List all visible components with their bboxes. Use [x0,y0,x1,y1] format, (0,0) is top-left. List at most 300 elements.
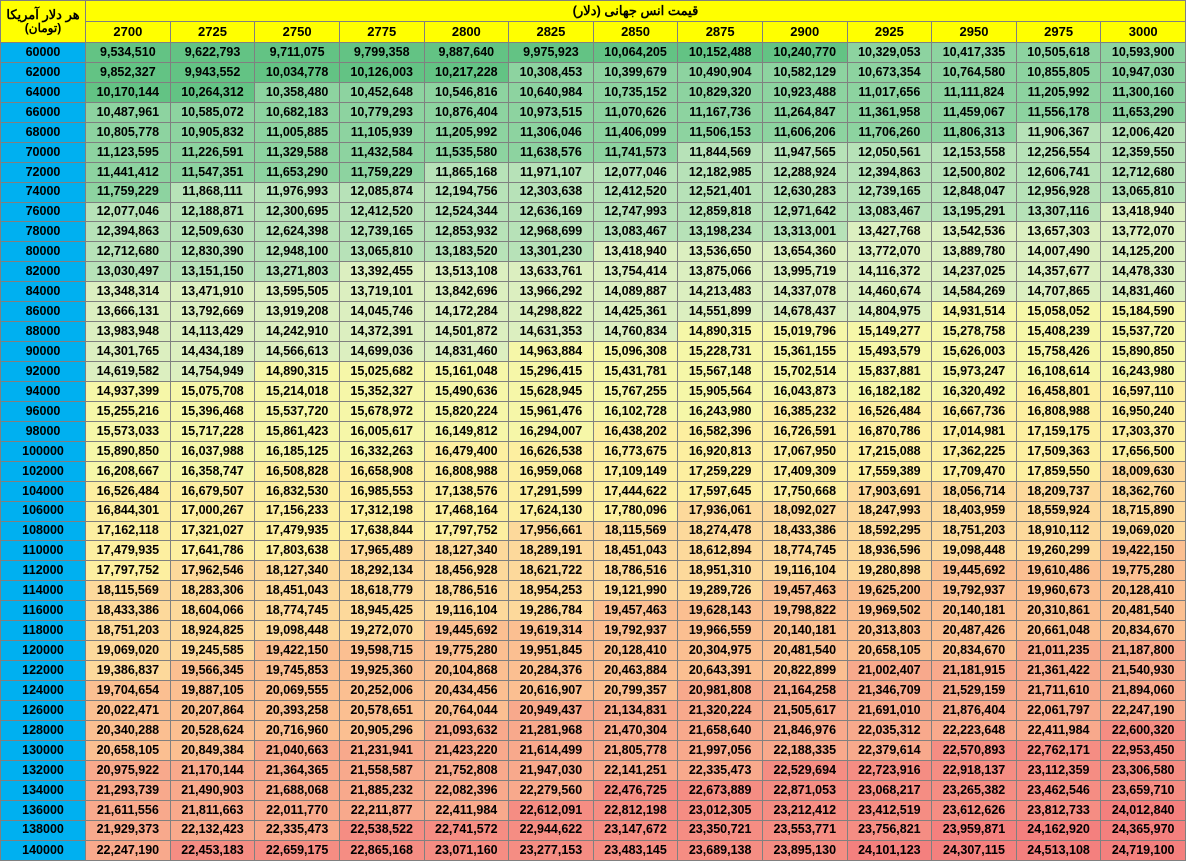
price-cell: 11,306,046 [509,122,594,142]
price-cell: 21,711,610 [1016,681,1101,701]
price-cell: 16,626,538 [509,441,594,461]
price-cell: 24,162,920 [1016,820,1101,840]
table-row [1,461,1186,481]
column-header: 2900 [762,22,847,43]
price-cell: 14,963,884 [509,342,594,362]
price-cell: 14,337,078 [762,282,847,302]
price-cell: 13,030,497 [86,262,171,282]
row-axis-title-line1: هر دلار آمریکا [6,7,80,23]
price-cell: 14,831,460 [424,342,509,362]
price-cell: 15,278,758 [932,322,1017,342]
price-cell: 17,956,661 [509,521,594,541]
price-cell: 20,487,426 [932,621,1017,641]
price-cell: 14,631,353 [509,322,594,342]
price-cell: 24,307,115 [932,840,1017,861]
row-header: 120000 [1,641,86,661]
price-cell: 23,068,217 [847,780,932,800]
price-cell: 21,231,941 [339,740,424,760]
price-cell: 11,971,107 [509,162,594,182]
price-cell: 13,065,810 [1101,182,1186,202]
price-cell: 21,876,404 [932,700,1017,720]
price-cell: 10,735,152 [593,82,678,102]
price-cell: 11,070,626 [593,102,678,122]
price-cell: 18,715,890 [1101,501,1186,521]
price-cell: 9,887,640 [424,43,509,63]
price-cell: 19,422,150 [255,641,340,661]
price-cell: 22,741,572 [424,820,509,840]
table-row [1,122,1186,142]
price-cell: 12,521,401 [678,182,763,202]
price-cell: 24,101,123 [847,840,932,861]
price-cell: 22,335,473 [255,820,340,840]
price-cell: 21,811,663 [170,800,255,820]
table-row [1,641,1186,661]
price-cell: 21,187,800 [1101,641,1186,661]
price-cell: 18,433,386 [86,601,171,621]
price-cell: 19,566,345 [170,661,255,681]
price-cell: 18,604,066 [170,601,255,621]
price-cell: 15,537,720 [255,401,340,421]
price-cell: 16,320,492 [932,381,1017,401]
price-cell: 19,625,200 [847,581,932,601]
price-cell: 18,945,425 [339,601,424,621]
price-cell: 18,451,043 [255,581,340,601]
price-cell: 11,741,573 [593,142,678,162]
price-cell: 11,706,260 [847,122,932,142]
price-cell: 22,659,175 [255,840,340,861]
price-cell: 18,951,310 [678,561,763,581]
table-row [1,162,1186,182]
price-cell: 14,045,746 [339,302,424,322]
price-cell: 19,966,559 [678,621,763,641]
price-cell: 23,756,821 [847,820,932,840]
price-cell: 13,301,230 [509,242,594,262]
price-cell: 14,937,399 [86,381,171,401]
price-cell: 18,115,569 [86,581,171,601]
price-cell: 19,280,898 [847,561,932,581]
price-cell: 11,759,229 [86,182,171,202]
price-cell: 18,559,924 [1016,501,1101,521]
price-cell: 12,509,630 [170,222,255,242]
price-cell: 22,612,091 [509,800,594,820]
price-cell: 14,242,910 [255,322,340,342]
price-cell: 11,865,168 [424,162,509,182]
price-cell: 21,846,976 [762,720,847,740]
price-cell: 21,688,068 [255,780,340,800]
row-header: 114000 [1,581,86,601]
row-header: 90000 [1,342,86,362]
row-header: 86000 [1,302,86,322]
table-body [1,43,1186,861]
price-cell: 18,127,340 [255,561,340,581]
price-cell: 11,844,569 [678,142,763,162]
price-cell: 13,657,303 [1016,222,1101,242]
price-cell: 15,837,881 [847,362,932,382]
price-cell: 17,797,752 [424,521,509,541]
price-cell: 19,775,280 [1101,561,1186,581]
price-cell: 20,069,555 [255,681,340,701]
price-cell: 20,313,803 [847,621,932,641]
price-cell: 21,490,903 [170,780,255,800]
price-cell: 12,194,756 [424,182,509,202]
price-cell: 16,102,728 [593,401,678,421]
price-cell: 15,255,216 [86,401,171,421]
price-cell: 18,924,825 [170,621,255,641]
price-cell: 19,069,020 [86,641,171,661]
price-cell: 18,592,295 [847,521,932,541]
row-header: 116000 [1,601,86,621]
price-cell: 24,513,108 [1016,840,1101,861]
row-header: 94000 [1,381,86,401]
price-cell: 11,205,992 [1016,82,1101,102]
price-cell: 19,792,937 [593,621,678,641]
price-cell: 20,104,868 [424,661,509,681]
price-cell: 21,040,663 [255,740,340,760]
price-cell: 17,162,118 [86,521,171,541]
price-cell: 11,535,580 [424,142,509,162]
price-cell: 13,513,108 [424,262,509,282]
row-header: 98000 [1,421,86,441]
price-cell: 14,478,330 [1101,262,1186,282]
price-cell: 19,386,837 [86,661,171,681]
price-cell: 21,658,640 [678,720,763,740]
price-cell: 20,799,357 [593,681,678,701]
price-cell: 14,298,822 [509,302,594,322]
price-cell: 22,141,251 [593,760,678,780]
table-row [1,202,1186,222]
price-cell: 12,412,520 [339,202,424,222]
price-cell: 13,666,131 [86,302,171,322]
price-cell: 19,116,104 [424,601,509,621]
price-cell: 16,582,396 [678,421,763,441]
price-cell: 20,975,922 [86,760,171,780]
price-cell: 21,558,587 [339,760,424,780]
price-cell: 11,329,588 [255,142,340,162]
price-cell: 14,501,872 [424,322,509,342]
table-row [1,780,1186,800]
price-cell: 17,965,489 [339,541,424,561]
price-cell: 17,479,935 [86,541,171,561]
price-cell: 16,479,400 [424,441,509,461]
price-cell: 12,288,924 [762,162,847,182]
price-cell: 23,612,626 [932,800,1017,820]
price-cell: 16,243,980 [1101,362,1186,382]
price-cell: 15,296,415 [509,362,594,382]
column-header: 2975 [1016,22,1101,43]
price-cell: 24,012,840 [1101,800,1186,820]
price-cell: 13,083,467 [847,202,932,222]
price-cell: 17,312,198 [339,501,424,521]
price-cell: 11,868,111 [170,182,255,202]
row-header: 96000 [1,401,86,421]
price-cell: 16,808,988 [1016,401,1101,421]
price-cell: 21,011,235 [1016,641,1101,661]
price-cell: 12,394,863 [847,162,932,182]
price-cell: 17,962,546 [170,561,255,581]
price-cell: 14,551,899 [678,302,763,322]
price-cell: 17,259,229 [678,461,763,481]
price-cell: 10,973,515 [509,102,594,122]
price-cell: 23,812,733 [1016,800,1101,820]
price-cell: 14,089,887 [593,282,678,302]
row-header: 110000 [1,541,86,561]
price-cell: 18,009,630 [1101,461,1186,481]
price-cell: 22,812,198 [593,800,678,820]
table-row [1,700,1186,720]
price-cell: 11,976,993 [255,182,340,202]
price-cell: 19,969,502 [847,601,932,621]
price-cell: 22,476,725 [593,780,678,800]
price-cell: 15,184,590 [1101,302,1186,322]
price-cell: 16,005,617 [339,421,424,441]
row-header: 88000 [1,322,86,342]
row-header: 70000 [1,142,86,162]
table-row [1,222,1186,242]
column-header: 2950 [932,22,1017,43]
price-cell: 11,300,160 [1101,82,1186,102]
price-cell: 20,834,670 [932,641,1017,661]
price-cell: 22,223,648 [932,720,1017,740]
price-cell: 23,212,412 [762,800,847,820]
price-cell: 13,536,650 [678,242,763,262]
price-cell: 15,890,850 [1101,342,1186,362]
price-cell: 20,481,540 [762,641,847,661]
price-cell: 15,961,476 [509,401,594,421]
price-cell: 16,870,786 [847,421,932,441]
price-cell: 16,385,232 [762,401,847,421]
price-cell: 12,188,871 [170,202,255,222]
price-cell: 20,905,296 [339,720,424,740]
price-cell: 12,739,165 [339,222,424,242]
price-cell: 21,170,144 [170,760,255,780]
table-row [1,561,1186,581]
table-row [1,740,1186,760]
price-cell: 14,116,372 [847,262,932,282]
price-cell: 11,205,992 [424,122,509,142]
price-cell: 21,470,304 [593,720,678,740]
price-cell: 17,109,149 [593,461,678,481]
price-cell: 11,506,153 [678,122,763,142]
price-cell: 22,379,614 [847,740,932,760]
price-cell: 19,887,105 [170,681,255,701]
table-row [1,621,1186,641]
price-cell: 17,750,668 [762,481,847,501]
price-cell: 16,185,125 [255,441,340,461]
table-row [1,501,1186,521]
price-cell: 17,479,935 [255,521,340,541]
price-cell: 21,164,258 [762,681,847,701]
table-row [1,262,1186,282]
price-cell: 10,779,293 [339,102,424,122]
price-cell: 16,667,736 [932,401,1017,421]
row-header: 134000 [1,780,86,800]
price-cell: 19,792,937 [932,581,1017,601]
price-cell: 18,115,569 [593,521,678,541]
price-cell: 14,619,582 [86,362,171,382]
price-cell: 19,098,448 [255,621,340,641]
row-header: 60000 [1,43,86,63]
price-cell: 14,831,460 [1101,282,1186,302]
price-cell: 9,975,923 [509,43,594,63]
price-cell: 20,128,410 [1101,581,1186,601]
price-cell: 18,910,112 [1016,521,1101,541]
price-cell: 15,628,945 [509,381,594,401]
price-cell: 20,822,899 [762,661,847,681]
price-cell: 15,573,033 [86,421,171,441]
price-cell: 11,123,595 [86,142,171,162]
price-cell: 18,751,203 [86,621,171,641]
price-cell: 10,764,580 [932,62,1017,82]
price-cell: 17,780,096 [593,501,678,521]
price-cell: 17,797,752 [86,561,171,581]
column-header: 2775 [339,22,424,43]
price-cell: 18,292,134 [339,561,424,581]
price-cell: 18,936,596 [847,541,932,561]
price-cell: 15,214,018 [255,381,340,401]
column-header: 2850 [593,22,678,43]
price-cell: 19,628,143 [678,601,763,621]
column-header: 2925 [847,22,932,43]
price-cell: 11,167,736 [678,102,763,122]
price-cell: 18,774,745 [255,601,340,621]
price-cell: 22,538,522 [339,820,424,840]
table-row [1,82,1186,102]
column-header: 3000 [1101,22,1186,43]
price-cell: 20,304,975 [678,641,763,661]
price-cell: 12,359,550 [1101,142,1186,162]
price-cell: 16,658,908 [339,461,424,481]
price-cell: 13,195,291 [932,202,1017,222]
price-cell: 13,151,150 [170,262,255,282]
price-cell: 22,082,396 [424,780,509,800]
price-cell: 19,245,585 [170,641,255,661]
price-cell: 19,272,070 [339,621,424,641]
price-cell: 21,540,930 [1101,661,1186,681]
price-cell: 21,423,220 [424,740,509,760]
price-cell: 15,567,148 [678,362,763,382]
price-cell: 9,799,358 [339,43,424,63]
row-header: 104000 [1,481,86,501]
price-cell: 23,147,672 [593,820,678,840]
price-cell: 15,626,003 [932,342,1017,362]
price-cell: 15,861,423 [255,421,340,441]
price-cell: 13,307,116 [1016,202,1101,222]
price-cell: 20,310,861 [1016,601,1101,621]
price-cell: 11,759,229 [339,162,424,182]
price-cell: 21,361,422 [1016,661,1101,681]
price-cell: 22,411,984 [424,800,509,820]
price-cell: 16,950,240 [1101,401,1186,421]
price-cell: 16,043,873 [762,381,847,401]
price-cell: 20,658,105 [86,740,171,760]
table-row [1,401,1186,421]
price-cell: 19,619,314 [509,621,594,641]
price-cell: 22,453,183 [170,840,255,861]
price-cell: 13,418,940 [593,242,678,262]
price-cell: 22,570,893 [932,740,1017,760]
price-cell: 20,140,181 [932,601,1017,621]
price-cell: 11,556,178 [1016,102,1101,122]
table-row [1,581,1186,601]
price-cell: 16,959,068 [509,461,594,481]
price-cell: 18,786,516 [593,561,678,581]
price-cell: 17,597,645 [678,481,763,501]
price-cell: 14,434,189 [170,342,255,362]
price-cell: 17,303,370 [1101,421,1186,441]
table-row [1,720,1186,740]
price-cell: 12,182,985 [678,162,763,182]
price-cell: 20,481,540 [1101,601,1186,621]
price-cell: 20,716,960 [255,720,340,740]
column-header: 2800 [424,22,509,43]
row-header: 128000 [1,720,86,740]
price-cell: 16,679,507 [170,481,255,501]
price-cell: 16,726,591 [762,421,847,441]
price-cell: 13,719,101 [339,282,424,302]
price-cell: 23,012,305 [678,800,763,820]
table-row [1,142,1186,162]
price-cell: 16,243,980 [678,401,763,421]
price-cell: 11,947,565 [762,142,847,162]
price-cell: 12,153,558 [932,142,1017,162]
price-cell: 18,451,043 [593,541,678,561]
price-cell: 11,017,656 [847,82,932,102]
column-header: 2750 [255,22,340,43]
price-cell: 12,747,993 [593,202,678,222]
price-cell: 15,431,781 [593,362,678,382]
price-cell: 12,948,100 [255,242,340,262]
price-cell: 21,364,365 [255,760,340,780]
price-cell: 14,237,025 [932,262,1017,282]
price-cell: 14,172,284 [424,302,509,322]
price-cell: 13,889,780 [932,242,1017,262]
price-cell: 19,098,448 [932,541,1017,561]
price-cell: 18,403,959 [932,501,1017,521]
price-cell: 20,022,471 [86,700,171,720]
price-cell: 15,490,636 [424,381,509,401]
price-cell: 18,954,253 [509,581,594,601]
price-cell: 10,682,183 [255,102,340,122]
row-header: 64000 [1,82,86,102]
row-axis-title-line2: (تومان) [24,21,62,36]
price-cell: 22,871,053 [762,780,847,800]
price-cell: 16,182,182 [847,381,932,401]
price-cell: 13,392,455 [339,262,424,282]
price-cell: 14,372,391 [339,322,424,342]
price-cell: 16,832,530 [255,481,340,501]
price-cell: 10,593,900 [1101,43,1186,63]
table-row [1,840,1186,861]
price-cell: 22,944,622 [509,820,594,840]
price-cell: 19,457,463 [762,581,847,601]
price-cell: 17,936,061 [678,501,763,521]
price-cell: 12,500,802 [932,162,1017,182]
price-cell: 17,641,786 [170,541,255,561]
price-cell: 9,622,793 [170,43,255,63]
price-cell: 21,805,778 [593,740,678,760]
price-cell: 11,547,351 [170,162,255,182]
price-cell: 12,412,520 [593,182,678,202]
row-header: 68000 [1,122,86,142]
price-cell: 16,458,801 [1016,381,1101,401]
price-cell: 16,773,675 [593,441,678,461]
price-cell: 9,534,510 [86,43,171,63]
price-cell: 22,953,450 [1101,740,1186,760]
price-cell: 20,849,384 [170,740,255,760]
price-cell: 18,209,737 [1016,481,1101,501]
price-cell: 13,966,292 [509,282,594,302]
price-cell: 10,399,679 [593,62,678,82]
